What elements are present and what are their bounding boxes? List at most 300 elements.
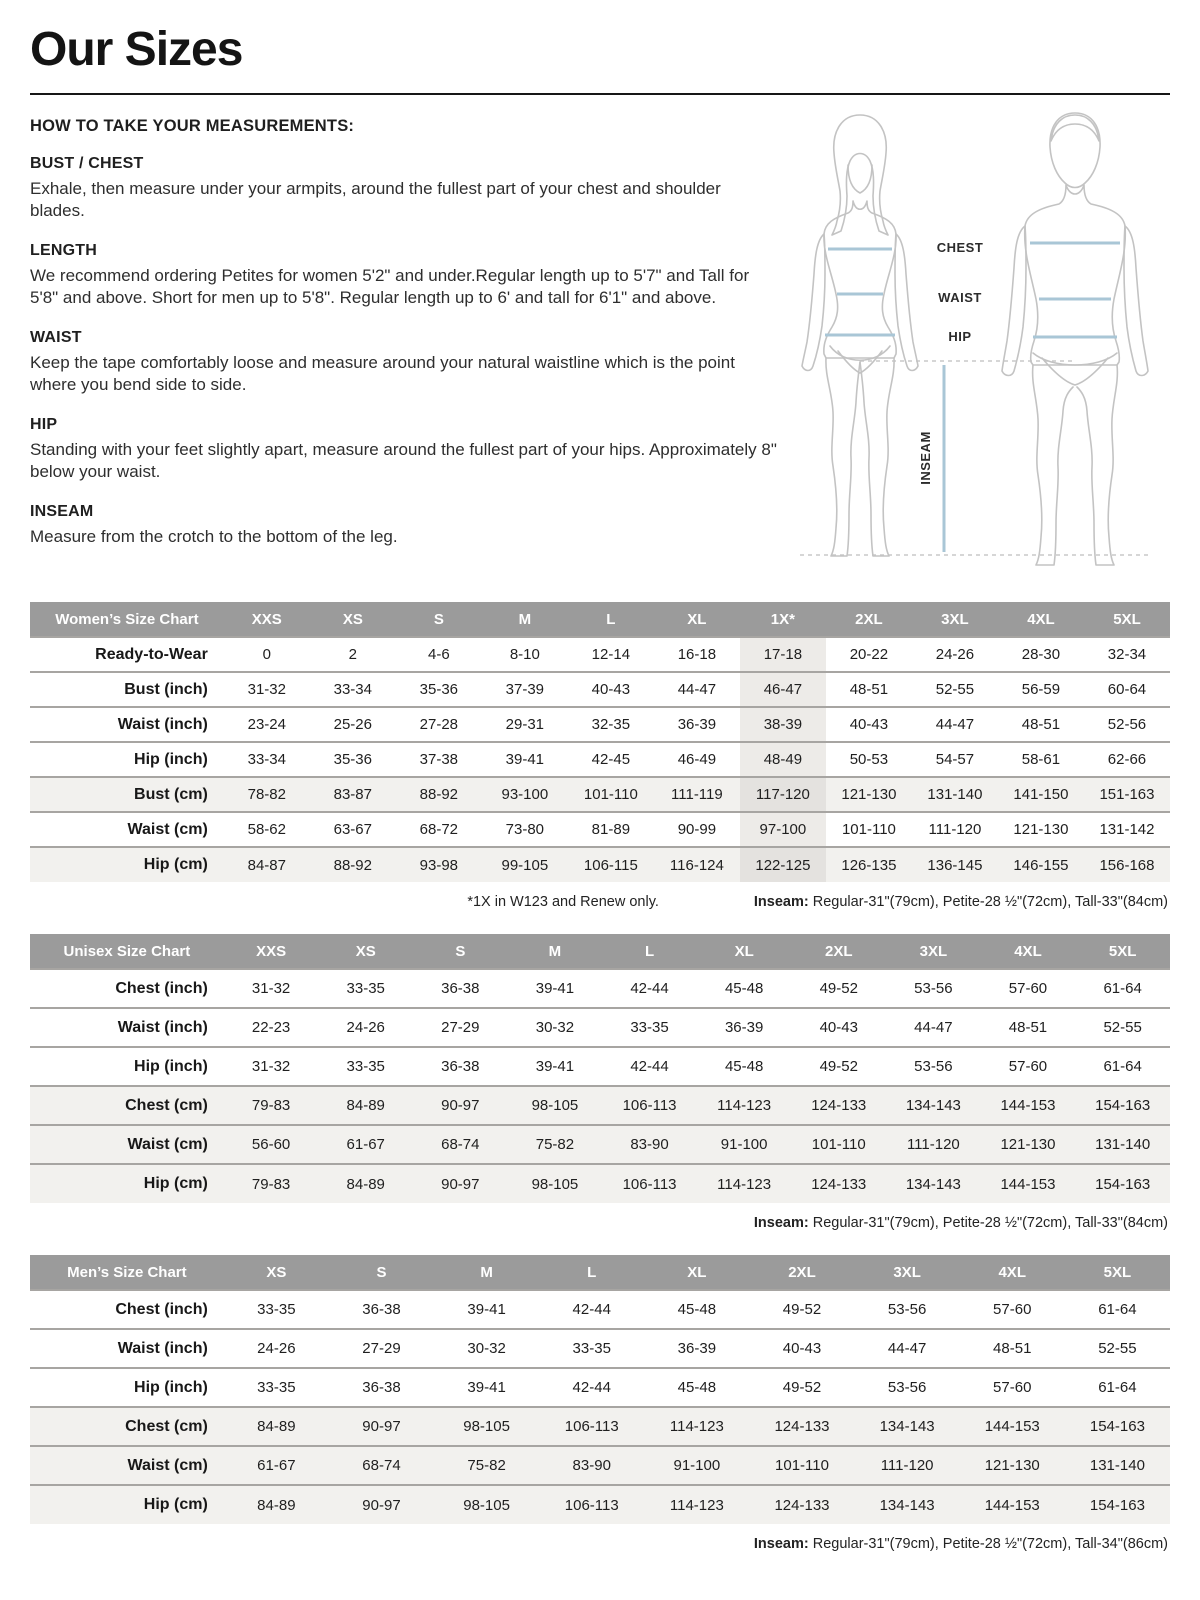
row-label: Hip (inch) [30,1368,224,1407]
size-value-cell: 36-39 [697,1008,792,1047]
size-value-cell: 39-41 [482,742,568,777]
size-value-cell: 20-22 [826,637,912,672]
inseam-note-label: Inseam: [753,1536,809,1552]
size-value-cell: 36-38 [413,969,508,1008]
size-value-cell: 33-34 [224,742,310,777]
size-value-cell: 124-133 [791,1164,886,1203]
row-label: Chest (cm) [30,1407,224,1446]
size-column-header: S [413,934,508,969]
size-figures-illustration [780,103,1170,588]
size-value-cell: 44-47 [886,1008,981,1047]
size-value-cell: 84-89 [224,1485,329,1524]
inseam-note-label: Inseam: [753,1215,809,1231]
size-value-cell: 90-97 [413,1164,508,1203]
size-value-cell: 57-60 [960,1368,1065,1407]
size-value-cell: 17-18 [740,637,826,672]
size-value-cell: 27-29 [329,1329,434,1368]
instructions-heading: HOW TO TAKE YOUR MEASUREMENTS: [30,117,355,135]
size-value-cell: 106-113 [539,1407,644,1446]
size-value-cell: 111-120 [886,1125,981,1164]
size-value-cell: 49-52 [749,1368,854,1407]
size-value-cell: 33-35 [539,1329,644,1368]
size-column-header: L [539,1255,644,1290]
size-value-cell: 16-18 [654,637,740,672]
size-column-header: 3XL [912,602,998,637]
size-value-cell: 39-41 [508,1047,603,1086]
table-row [30,1125,1170,1164]
size-value-cell: 126-135 [826,847,912,882]
size-value-cell: 131-140 [1065,1446,1170,1485]
size-value-cell: 84-87 [224,847,310,882]
size-value-cell: 24-26 [318,1008,413,1047]
size-value-cell: 106-115 [568,847,654,882]
size-value-cell: 31-32 [224,1047,319,1086]
size-column-header: 4XL [960,1255,1065,1290]
table-title: Unisex Size Chart [30,934,224,969]
size-column-header: M [434,1255,539,1290]
size-column-header: XL [697,934,792,969]
table-row [30,707,1170,742]
inseam-note: Inseam: Regular-31"(79cm), Petite-28 ½"(72cm), Tall-33"(84cm) [753,894,1168,910]
chest-label: CHEST [936,240,984,255]
unisex-size-chart-table [30,934,1170,1203]
size-value-cell: 49-52 [791,1047,886,1086]
section-text: Exhale, then measure under your armpits, around the fullest part of your chest and shoulder blades. [30,179,721,221]
size-value-cell: 45-48 [697,1047,792,1086]
table-row [30,1407,1170,1446]
size-value-cell: 53-56 [886,969,981,1008]
size-value-cell: 28-30 [998,637,1084,672]
size-value-cell: 93-98 [396,847,482,882]
table-header-row [30,1255,1170,1290]
size-value-cell: 42-44 [539,1368,644,1407]
size-value-cell: 36-38 [329,1290,434,1329]
table-title: Men’s Size Chart [30,1255,224,1290]
size-value-cell: 154-163 [1075,1086,1170,1125]
size-value-cell: 101-110 [826,812,912,847]
unisex-footnote [30,1215,1168,1231]
size-value-cell: 68-74 [413,1125,508,1164]
size-value-cell: 46-49 [654,742,740,777]
size-value-cell: 40-43 [749,1329,854,1368]
size-value-cell: 57-60 [960,1290,1065,1329]
section-hip [30,416,780,484]
section-text: We recommend ordering Petites for women 5'2" and under.Regular length up to 5'7" and Tall for 5'8" and above. Short for men up to 5'8". Regular length up to 6' and tall for 6'1" and above. [30,265,750,308]
size-value-cell: 61-64 [1075,1047,1170,1086]
table-header-row [30,934,1170,969]
size-value-cell: 154-163 [1075,1164,1170,1203]
size-value-cell: 40-43 [791,1008,886,1047]
size-value-cell: 101-110 [749,1446,854,1485]
size-value-cell: 106-113 [539,1485,644,1524]
size-value-cell: 57-60 [981,1047,1076,1086]
table-row [30,969,1170,1008]
table-row [30,1086,1170,1125]
size-column-header: 3XL [886,934,981,969]
size-column-header: 1X* [740,602,826,637]
size-value-cell: 122-125 [740,847,826,882]
size-value-cell: 52-55 [912,672,998,707]
womens-footnote [30,894,1168,910]
section-length [30,242,780,310]
size-column-header: 5XL [1084,602,1170,637]
section-label: INSEAM [30,502,94,520]
womens-size-chart-table [30,602,1170,882]
size-value-cell: 31-32 [224,969,319,1008]
size-value-cell: 121-130 [960,1446,1065,1485]
size-value-cell: 36-38 [329,1368,434,1407]
asterisk-note: *1X in W123 and Renew only. [467,894,659,910]
size-value-cell: 111-120 [912,812,998,847]
size-value-cell: 35-36 [310,742,396,777]
size-value-cell: 131-140 [912,777,998,812]
size-value-cell: 62-66 [1084,742,1170,777]
section-bust-chest [30,155,780,223]
size-column-header: 4XL [998,602,1084,637]
table-row [30,637,1170,672]
inseam-note-label: Inseam: [753,894,809,910]
size-value-cell: 53-56 [886,1047,981,1086]
section-text: Measure from the crotch to the bottom of the leg. [30,526,398,546]
size-value-cell: 114-123 [697,1086,792,1125]
size-value-cell: 24-26 [912,637,998,672]
table-row [30,1446,1170,1485]
page-title: Our Sizes [30,23,243,76]
table-row [30,1368,1170,1407]
size-value-cell: 144-153 [960,1485,1065,1524]
size-value-cell: 114-123 [644,1485,749,1524]
title-divider [30,93,1170,95]
size-value-cell: 61-67 [224,1446,329,1485]
size-column-header: XS [318,934,413,969]
section-label: BUST / CHEST [30,155,144,172]
size-column-header: XS [310,602,396,637]
size-value-cell: 12-14 [568,637,654,672]
size-value-cell: 39-41 [508,969,603,1008]
row-label: Hip (cm) [30,847,224,882]
size-value-cell: 45-48 [644,1290,749,1329]
table-title: Women’s Size Chart [30,602,224,637]
table-header-row [30,602,1170,637]
size-column-header: XXS [224,934,319,969]
size-column-header: 5XL [1075,934,1170,969]
size-value-cell: 4-6 [396,637,482,672]
size-value-cell: 84-89 [318,1086,413,1125]
size-value-cell: 24-26 [224,1329,329,1368]
row-label: Bust (inch) [30,672,224,707]
size-value-cell: 98-105 [434,1485,539,1524]
size-value-cell: 2 [310,637,396,672]
size-column-header: M [482,602,568,637]
size-value-cell: 90-97 [329,1485,434,1524]
size-value-cell: 83-87 [310,777,396,812]
size-value-cell: 68-72 [396,812,482,847]
size-value-cell: 63-67 [310,812,396,847]
size-value-cell: 48-51 [826,672,912,707]
table-row [30,1329,1170,1368]
size-column-header: S [396,602,482,637]
size-column-header: 4XL [981,934,1076,969]
size-value-cell: 124-133 [791,1086,886,1125]
size-value-cell: 81-89 [568,812,654,847]
size-column-header: M [508,934,603,969]
size-value-cell: 33-35 [318,1047,413,1086]
size-value-cell: 40-43 [568,672,654,707]
size-value-cell: 48-51 [960,1329,1065,1368]
size-value-cell: 48-51 [998,707,1084,742]
size-value-cell: 30-32 [508,1008,603,1047]
size-value-cell: 36-38 [413,1047,508,1086]
size-value-cell: 114-123 [697,1164,792,1203]
size-value-cell: 88-92 [310,847,396,882]
inseam-label: INSEAM [918,431,933,485]
section-waist [30,329,780,397]
size-value-cell: 42-45 [568,742,654,777]
row-label: Waist (cm) [30,1125,224,1164]
size-column-header: 3XL [855,1255,960,1290]
size-value-cell: 48-51 [981,1008,1076,1047]
row-label: Chest (cm) [30,1086,224,1125]
table-row [30,742,1170,777]
size-value-cell: 46-47 [740,672,826,707]
size-value-cell: 141-150 [998,777,1084,812]
size-value-cell: 44-47 [855,1329,960,1368]
row-label: Waist (inch) [30,707,224,742]
size-column-header: L [602,934,697,969]
mens-footnote [30,1536,1168,1552]
size-value-cell: 60-64 [1084,672,1170,707]
size-value-cell: 52-55 [1065,1329,1170,1368]
size-value-cell: 75-82 [434,1446,539,1485]
section-text: Standing with your feet slightly apart, measure around the fullest part of your hips. Approximately 8" below your waist. [30,439,777,482]
size-value-cell: 44-47 [654,672,740,707]
row-label: Waist (cm) [30,1446,224,1485]
size-value-cell: 42-44 [539,1290,644,1329]
size-value-cell: 68-74 [329,1446,434,1485]
table-row [30,1008,1170,1047]
size-value-cell: 29-31 [482,707,568,742]
size-value-cell: 144-153 [960,1407,1065,1446]
measurement-instructions [30,101,1170,588]
size-value-cell: 33-35 [602,1008,697,1047]
size-value-cell: 36-39 [654,707,740,742]
size-value-cell: 98-105 [508,1164,603,1203]
size-value-cell: 38-39 [740,707,826,742]
table-row [30,1290,1170,1329]
size-value-cell: 27-28 [396,707,482,742]
size-value-cell: 124-133 [749,1485,854,1524]
size-value-cell: 49-52 [791,969,886,1008]
size-value-cell: 33-35 [318,969,413,1008]
size-value-cell: 61-64 [1065,1368,1170,1407]
size-value-cell: 146-155 [998,847,1084,882]
row-label: Hip (cm) [30,1485,224,1524]
size-value-cell: 33-35 [224,1368,329,1407]
size-column-header: L [568,602,654,637]
size-value-cell: 75-82 [508,1125,603,1164]
size-value-cell: 117-120 [740,777,826,812]
size-value-cell: 53-56 [855,1290,960,1329]
size-charts [30,602,1170,1552]
size-value-cell: 134-143 [855,1485,960,1524]
size-value-cell: 30-32 [434,1329,539,1368]
size-value-cell: 73-80 [482,812,568,847]
size-value-cell: 88-92 [396,777,482,812]
size-value-cell: 48-49 [740,742,826,777]
body-measurement-diagram [780,103,1170,583]
size-value-cell: 58-61 [998,742,1084,777]
size-value-cell: 114-123 [644,1407,749,1446]
size-value-cell: 83-90 [602,1125,697,1164]
size-value-cell: 61-64 [1075,969,1170,1008]
size-value-cell: 31-32 [224,672,310,707]
table-row [30,847,1170,882]
size-value-cell: 98-105 [508,1086,603,1125]
size-value-cell: 79-83 [224,1164,319,1203]
size-value-cell: 111-119 [654,777,740,812]
size-column-header: 2XL [749,1255,854,1290]
size-value-cell: 84-89 [224,1407,329,1446]
size-value-cell: 121-130 [981,1125,1076,1164]
size-value-cell: 83-90 [539,1446,644,1485]
size-value-cell: 134-143 [855,1407,960,1446]
size-column-header: XS [224,1255,329,1290]
size-value-cell: 42-44 [602,1047,697,1086]
size-value-cell: 35-36 [396,672,482,707]
section-label: WAIST [30,328,82,346]
size-value-cell: 22-23 [224,1008,319,1047]
section-label: LENGTH [30,241,97,259]
size-value-cell: 90-99 [654,812,740,847]
size-value-cell: 91-100 [697,1125,792,1164]
section-inseam [30,503,780,548]
row-label: Hip (inch) [30,1047,224,1086]
size-column-header: XL [644,1255,749,1290]
size-value-cell: 61-67 [318,1125,413,1164]
size-value-cell: 44-47 [912,707,998,742]
woman-figure [802,115,918,556]
row-label: Bust (cm) [30,777,224,812]
size-value-cell: 154-163 [1065,1485,1170,1524]
size-value-cell: 116-124 [654,847,740,882]
size-value-cell: 84-89 [318,1164,413,1203]
size-value-cell: 111-120 [855,1446,960,1485]
size-value-cell: 45-48 [697,969,792,1008]
size-value-cell: 49-52 [749,1290,854,1329]
size-value-cell: 121-130 [826,777,912,812]
man-figure [1002,113,1148,565]
size-value-cell: 45-48 [644,1368,749,1407]
size-value-cell: 61-64 [1065,1290,1170,1329]
size-value-cell: 37-38 [396,742,482,777]
row-label: Waist (inch) [30,1008,224,1047]
size-value-cell: 58-62 [224,812,310,847]
size-value-cell: 33-35 [224,1290,329,1329]
size-value-cell: 134-143 [886,1086,981,1125]
size-value-cell: 90-97 [413,1086,508,1125]
size-value-cell: 131-142 [1084,812,1170,847]
size-value-cell: 39-41 [434,1368,539,1407]
size-value-cell: 98-105 [434,1407,539,1446]
table-row [30,777,1170,812]
size-column-header: 2XL [826,602,912,637]
waist-label: WAIST [938,290,982,305]
table-row [30,1485,1170,1524]
mens-size-chart-table [30,1255,1170,1524]
size-value-cell: 53-56 [855,1368,960,1407]
size-column-header: XXS [224,602,310,637]
size-value-cell: 32-35 [568,707,654,742]
section-text: Keep the tape comfortably loose and measure around your natural waistline which is the point where you bend side to side. [30,352,735,395]
size-value-cell: 144-153 [981,1086,1076,1125]
size-value-cell: 52-56 [1084,707,1170,742]
row-label: Chest (inch) [30,969,224,1008]
size-value-cell: 93-100 [482,777,568,812]
size-value-cell: 54-57 [912,742,998,777]
size-value-cell: 56-60 [224,1125,319,1164]
size-value-cell: 27-29 [413,1008,508,1047]
row-label: Hip (inch) [30,742,224,777]
size-value-cell: 101-110 [791,1125,886,1164]
table-row [30,1164,1170,1203]
size-value-cell: 106-113 [602,1086,697,1125]
size-value-cell: 0 [224,637,310,672]
size-value-cell: 25-26 [310,707,396,742]
size-value-cell: 79-83 [224,1086,319,1125]
size-value-cell: 91-100 [644,1446,749,1485]
table-row [30,812,1170,847]
size-value-cell: 50-53 [826,742,912,777]
size-value-cell: 57-60 [981,969,1076,1008]
size-value-cell: 8-10 [482,637,568,672]
row-label: Hip (cm) [30,1164,224,1203]
size-column-header: XL [654,602,740,637]
size-value-cell: 97-100 [740,812,826,847]
size-value-cell: 99-105 [482,847,568,882]
size-value-cell: 121-130 [998,812,1084,847]
size-column-header: 5XL [1065,1255,1170,1290]
row-label: Waist (inch) [30,1329,224,1368]
size-value-cell: 39-41 [434,1290,539,1329]
section-label: HIP [30,415,58,433]
size-value-cell: 37-39 [482,672,568,707]
instructions-text-column [30,101,780,588]
size-value-cell: 156-168 [1084,847,1170,882]
size-value-cell: 136-145 [912,847,998,882]
size-value-cell: 131-140 [1075,1125,1170,1164]
table-row [30,672,1170,707]
size-value-cell: 40-43 [826,707,912,742]
size-column-header: 2XL [791,934,886,969]
size-value-cell: 124-133 [749,1407,854,1446]
size-value-cell: 101-110 [568,777,654,812]
inseam-note: Inseam: Regular-31"(79cm), Petite-28 ½"(72cm), Tall-33"(84cm) [753,1215,1168,1231]
size-value-cell: 151-163 [1084,777,1170,812]
size-value-cell: 56-59 [998,672,1084,707]
inseam-note: Inseam: Regular-31"(79cm), Petite-28 ½"(72cm), Tall-34"(86cm) [753,1536,1168,1552]
row-label: Waist (cm) [30,812,224,847]
size-value-cell: 33-34 [310,672,396,707]
size-value-cell: 134-143 [886,1164,981,1203]
size-value-cell: 78-82 [224,777,310,812]
hip-label: HIP [948,329,972,344]
size-value-cell: 23-24 [224,707,310,742]
size-value-cell: 32-34 [1084,637,1170,672]
size-value-cell: 154-163 [1065,1407,1170,1446]
size-value-cell: 42-44 [602,969,697,1008]
row-label: Ready-to-Wear [30,637,224,672]
row-label: Chest (inch) [30,1290,224,1329]
